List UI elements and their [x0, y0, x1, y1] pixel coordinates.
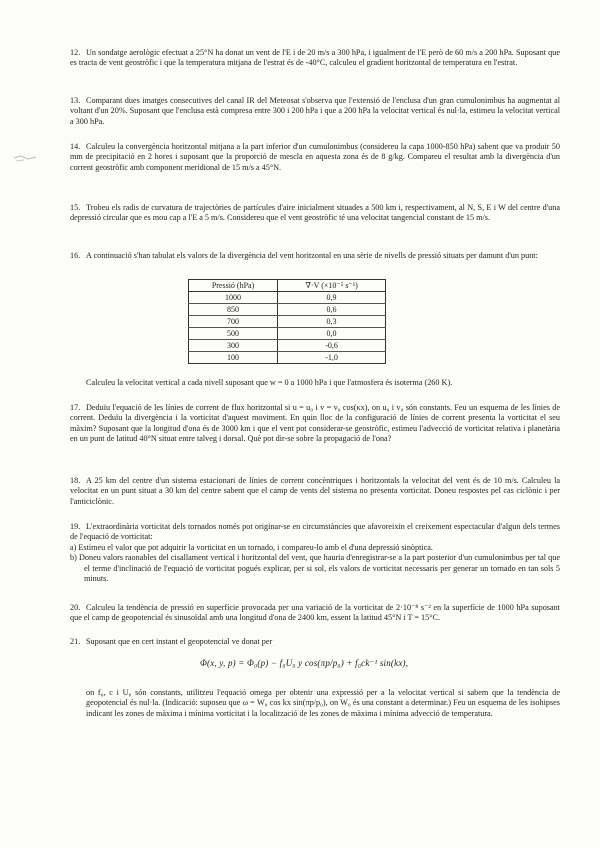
table-cell: 500: [189, 328, 278, 340]
problem-19-part-b: b) Doneu valors raonables del cisallament vertical i horitzontal del vent, que hauria d'enregistrar-se a la part posterior d'un cumulonimbus per tal que el terme d'inclinació de l'equació de vorticitat pogués explicar, per si sol, els valors de vorticitat necessaris per generar un tornado en tan sols 5 minuts.: [70, 553, 560, 584]
problem-text: L'extraordinària vorticitat dels tornados només pot originar-se en circumstàncies que afavoreixin el creixement espectacular d'algun dels termes de l'equació de vorticitat:: [70, 522, 560, 542]
table-header-pressure: Pressió (hPa): [189, 280, 278, 292]
problem-number: 19.: [70, 522, 81, 531]
problem-12: [70, 48, 560, 69]
table-row: [189, 316, 386, 328]
problem-text: A continuació s'han tabulat els valors de la divergència del vent horitzontal en una sèrie de nivells de pressió situats per damunt d'un punt:: [86, 251, 538, 260]
table-cell: 850: [189, 304, 278, 316]
problem-number: 21.: [70, 637, 81, 646]
table-cell: 1000: [189, 292, 278, 304]
problem-17: [70, 403, 560, 445]
geopotential-formula: Φ(x, y, p) = Φ₀(p) − f₀U₀ y cos(πp/p₀) + f₀ck⁻¹ sin(kx),: [200, 658, 409, 668]
problem-text: Trobeu els radis de curvatura de trajectòries de partícules d'aire inicialment situades a 500 km i, respectivament, al N, S, E i W del centre d'una depressió circular que es mou cap a l'E a 5 m/s. Considereu que el vent geostròfic té una velocitat tangencial constant de 15 m/s.: [70, 203, 560, 223]
table-cell: 700: [189, 316, 278, 328]
problem-number: 14.: [70, 142, 81, 151]
problem-text: Comparant dues imatges consecutives del canal IR del Meteosat s'observa que l'extensió de l'enclusa d'un gran cumulonimbus ha augmentat al voltant d'un 20%. Suposant que l'enclusa està compresa entre 300 i 200 hPa i que a 200 hPa la velocitat vertical és nul·la, estimeu la velocitat vertical a 300 hPa.: [70, 96, 560, 126]
problem-20: [70, 603, 560, 624]
problem-text: Calculeu la tendència de pressió en superfície provocada per una variació de la vorticitat de 2·10⁻⁸ s⁻² en la superfície de 1000 hPa suposant que el camp de geopotencial és sinusoïdal amb una longitud d'ona de 2400 km, essent la latitud 45°N i T = 15°C.: [70, 603, 560, 623]
problem-14: [70, 142, 560, 173]
problem-19: [70, 522, 560, 584]
problem-number: 13.: [70, 96, 81, 105]
table-header-divergence: ∇·V (×10⁻⁵ s⁻¹): [278, 280, 386, 292]
problem-text: Deduïu l'equació de les línies de corrent de flux horitzontal si u = u₀ i v = v₀ cos(κx), on u₀ i v₀ són constants. Feu un esquema de les línies de corrent. Deduïu la divergència i la vorticitat d'aquest moviment. En quin lloc de la configuració de línies de corrent presenta la vorticitat el seu màxim? Suposant que la longitud d'ona és de 3000 km i que el vent pot considerar-se geostròfic, estimeu l'advecció de vorticitat relativa i planetària en un punt de latitud 40°N situat entre talveg i dorsal. Què pot dir-se sobre la propagació de l'ona?: [70, 403, 560, 444]
divergence-table: [188, 279, 386, 364]
problem-number: 17.: [70, 403, 81, 412]
problem-text: Suposant que en cert instant el geopotencial ve donat per: [86, 637, 273, 646]
table-cell: 0,3: [278, 316, 386, 328]
problem-text: A 25 km del centre d'un sistema estacionari de línies de corrent concèntriques i horitzontals la velocitat del vent és de 10 m/s. Calculeu la velocitat en un punt situat a 30 km del centre sabent que el camp de vents del sistema no presenta vorticitat. Doneu respostes pel cas ciclònic i per l'anticiclònic.: [70, 476, 560, 506]
table-cell: 0,6: [278, 304, 386, 316]
problem-21-continuation: on f₀, c i U₀ són constants, utilitzeu l'equació omega per obtenir una expressió per a la velocitat vertical si sabem que la tendència de geopotencial és nul·la. (Indicació: suposeu que ω = W₀ cos kx sin(πp/p₀), on W₀ és una constant a determinar.) Feu un esquema de les isohipses indicant les zones de màxima i mínima vorticitat i la localització de les zones de màxima i mínima advecció de temperatura.: [86, 688, 560, 718]
table-cell: -0,6: [278, 340, 386, 352]
problem-19-part-a: a) Estimeu el valor que pot adquirir la vorticitat en un tornado, i compareu-lo amb el d'una depressió sinòptica.: [70, 542, 433, 552]
problem-16: [70, 251, 560, 261]
problem-text: Un sondatge aerològic efectuat a 25°N ha donat un vent de l'E i de 20 m/s a 300 hPa, i igualment de l'E però de 60 m/s a 200 hPa. Suposant que es tracta de vent geostròfic i que la temperatura mitjana de l'estrat és de -40°C, calculeu el gradient horitzontal de temperatura en l'estrat.: [70, 48, 560, 68]
table-row: [189, 328, 386, 340]
table-cell: -1,0: [278, 352, 386, 364]
table-cell: 100: [189, 352, 278, 364]
problem-number: 20.: [70, 603, 81, 612]
problem-number: 12.: [70, 48, 81, 57]
table-cell: 0,9: [278, 292, 386, 304]
problem-15: [70, 203, 560, 224]
problem-text: Calculeu la convergència horitzontal mitjana a la part inferior d'un cumulonimbus (considereu la capa 1000-850 hPa) sabent que va produir 50 mm de precipitació en 2 hores i suposant que la proporció de mescla en aquesta zona és de 8 g/kg. Compareu el resultat amb la divergència d'un corrent geostròfic amb component meridional de 15 m/s a 45°N.: [70, 142, 560, 172]
table-cell: 300: [189, 340, 278, 352]
problem-16-question: Calculeu la velocitat vertical a cada nivell suposant que w = 0 a 1000 hPa i que l'atmosfera és isoterma (260 K).: [86, 378, 453, 387]
table-cell: 0,0: [278, 328, 386, 340]
problem-21: [70, 637, 560, 647]
table-row: [189, 340, 386, 352]
problem-number: 18.: [70, 476, 81, 485]
problem-number: 16.: [70, 251, 81, 260]
scan-mark: [12, 150, 38, 166]
problem-13: [70, 96, 560, 127]
table-row: [189, 304, 386, 316]
problem-18: [70, 476, 560, 507]
table-row: [189, 352, 386, 364]
table-row: [189, 292, 386, 304]
problem-number: 15.: [70, 203, 81, 212]
